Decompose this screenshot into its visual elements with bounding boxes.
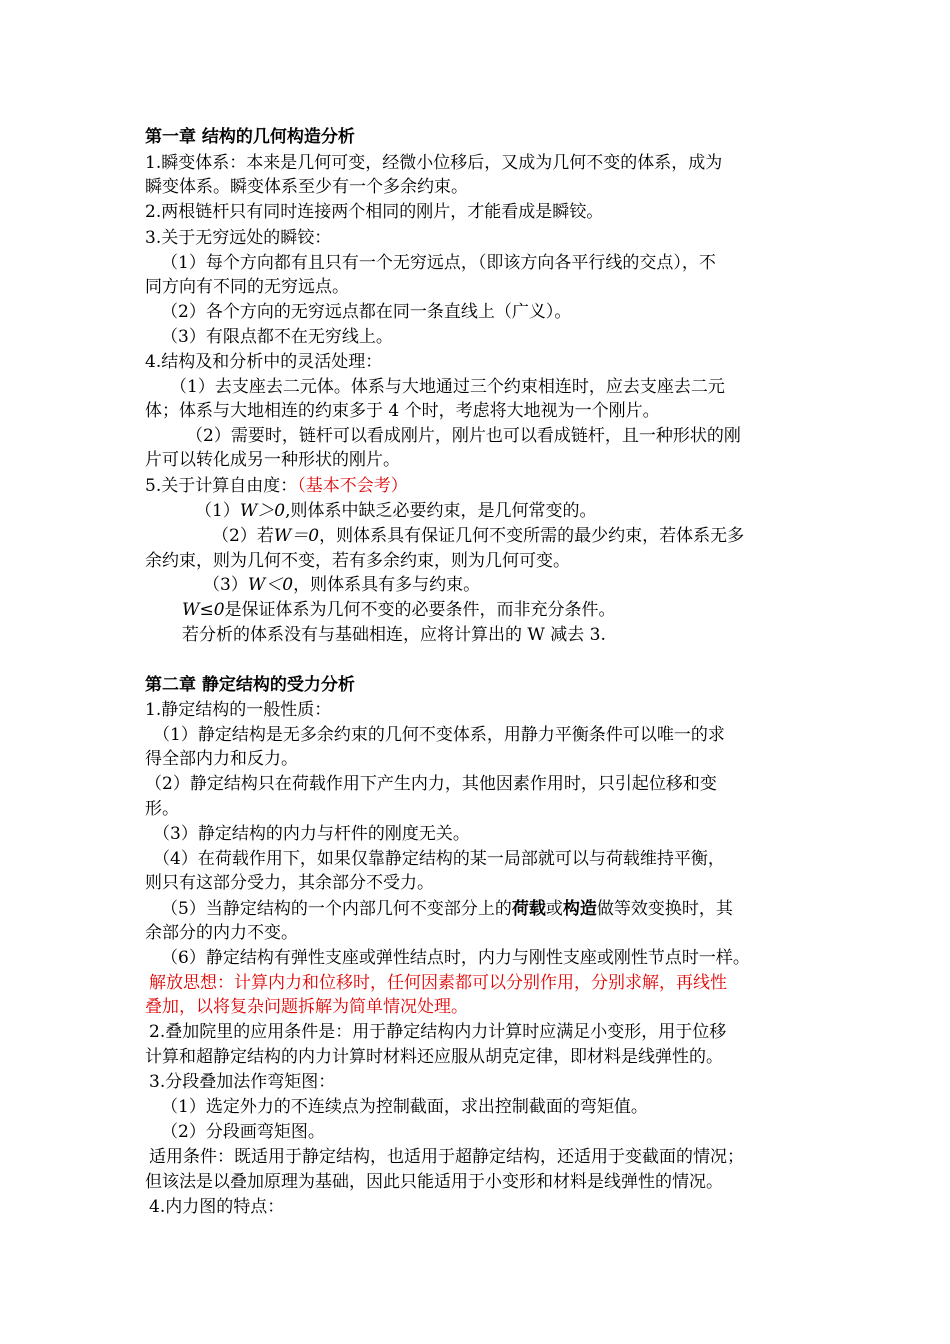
paragraph: 2.叠加院里的应用条件是：用于静定结构内力计算时应满足小变形，用于位移: [149, 1022, 727, 1042]
paragraph: （3）静定结构的内力与杆件的刚度无关。: [153, 824, 470, 844]
paragraph: 若分析的体系没有与基础相连，应将计算出的 W 减去 3.: [182, 625, 606, 645]
paragraph: （6）静定结构有弹性支座或弹性结点时，内力与刚性支座或刚性节点时一样。: [161, 948, 750, 968]
math-expression: W＜0: [247, 575, 294, 595]
paragraph: 但该法是以叠加原理为基础，因此只能适用于小变形和材料是线弹性的情况。: [145, 1172, 723, 1192]
highlight-red: 叠加，以将复杂问题拆解为简单情况处理。: [145, 997, 468, 1017]
paragraph: W≤0是保证体系为几何不变的必要条件，而非充分条件。: [182, 600, 616, 620]
chapter-1-title: 第一章 结构的几何构造分析: [145, 127, 355, 147]
paragraph: 5.关于计算自由度：（基本不会考）: [145, 476, 408, 496]
paragraph: 1.静定结构的一般性质：: [145, 700, 332, 720]
paragraph: （2）各个方向的无穷远点都在同一条直线上（广义）。: [161, 302, 572, 322]
paragraph: （2）若W＝0，则体系具有保证几何不变所需的最少约束，若体系无多: [212, 526, 745, 546]
math-expression: W＞0: [239, 501, 286, 521]
paragraph: 2.两根链杆只有同时连接两个相同的刚片，才能看成是瞬铰。: [145, 202, 604, 222]
paragraph: （2）需要时，链杆可以看成刚片，刚片也可以看成链杆，且一种形状的刚: [186, 426, 741, 446]
paragraph: 余约束，则为几何不变，若有多余约束，则为几何可变。: [145, 551, 570, 571]
math-expression: W≤0: [182, 600, 225, 620]
paragraph: （1）每个方向都有且只有一个无穷远点，（即该方向各平行线的交点），不: [161, 253, 716, 273]
paragraph: （1）静定结构是无多余约束的几何不变体系，用静力平衡条件可以唯一的求: [153, 725, 725, 745]
paragraph: （4）在荷载作用下，如果仅靠静定结构的某一局部就可以与荷载维持平衡，: [153, 849, 725, 869]
math-expression: W＝0: [273, 526, 320, 546]
paragraph: （1）去支座去二元体。体系与大地通过三个约束相连时，应去支座去二元: [170, 377, 725, 397]
paragraph: （3）W＜0，则体系具有多与约束。: [203, 575, 481, 595]
paragraph: 则只有这部分受力，其余部分不受力。: [145, 873, 434, 893]
paragraph: 同方向有不同的无穷远点。: [145, 277, 349, 297]
paragraph: 形。: [145, 799, 179, 819]
paragraph: （2）分段画弯矩图。: [161, 1122, 325, 1142]
paragraph: 1.瞬变体系：本来是几何可变，经微小位移后，又成为几何不变的体系，成为: [145, 153, 723, 173]
paragraph: （3）有限点都不在无穷线上。: [161, 327, 393, 347]
chapter-2-title: 第二章 静定结构的受力分析: [145, 675, 355, 695]
paragraph: （2）静定结构只在荷载作用下产生内力，其他因素作用时，只引起位移和变: [145, 774, 717, 794]
paragraph: （5）当静定结构的一个内部几何不变部分上的荷载或构造做等效变换时，其: [161, 899, 733, 919]
emphasis-bold: 构造: [562, 899, 597, 919]
paragraph: 体；体系与大地相连的约束多于 4 个时，考虑将大地视为一个刚片。: [145, 401, 660, 421]
paragraph: 瞬变体系。瞬变体系至少有一个多余约束。: [145, 177, 468, 197]
paragraph: 4.结构及和分析中的灵活处理：: [145, 352, 383, 372]
paragraph: （1）选定外力的不连续点为控制截面，求出控制截面的弯矩值。: [161, 1097, 648, 1117]
paragraph: 适用条件：既适用于静定结构，也适用于超静定结构，还适用于变截面的情况；: [149, 1147, 744, 1167]
paragraph: 3.分段叠加法作弯矩图：: [149, 1072, 336, 1092]
emphasis-bold: 荷载: [511, 899, 546, 919]
paragraph: （1）W＞0,则体系中缺乏必要约束，是几何常变的。: [195, 501, 597, 521]
paragraph: 余部分的内力不变。: [145, 923, 298, 943]
paragraph: 4.内力图的特点：: [149, 1197, 285, 1217]
paragraph: 得全部内力和反力。: [145, 749, 298, 769]
note-red: （基本不会考）: [297, 476, 408, 496]
paragraph: 计算和超静定结构的内力计算时材料还应服从胡克定律，即材料是线弹性的。: [145, 1047, 723, 1067]
highlight-red: 解放思想：计算内力和位移时，任何因素都可以分别作用，分别求解，再线性: [149, 973, 727, 993]
paragraph: 片可以转化成另一种形状的刚片。: [145, 450, 400, 470]
paragraph: 3.关于无穷远处的瞬铰：: [145, 228, 332, 248]
